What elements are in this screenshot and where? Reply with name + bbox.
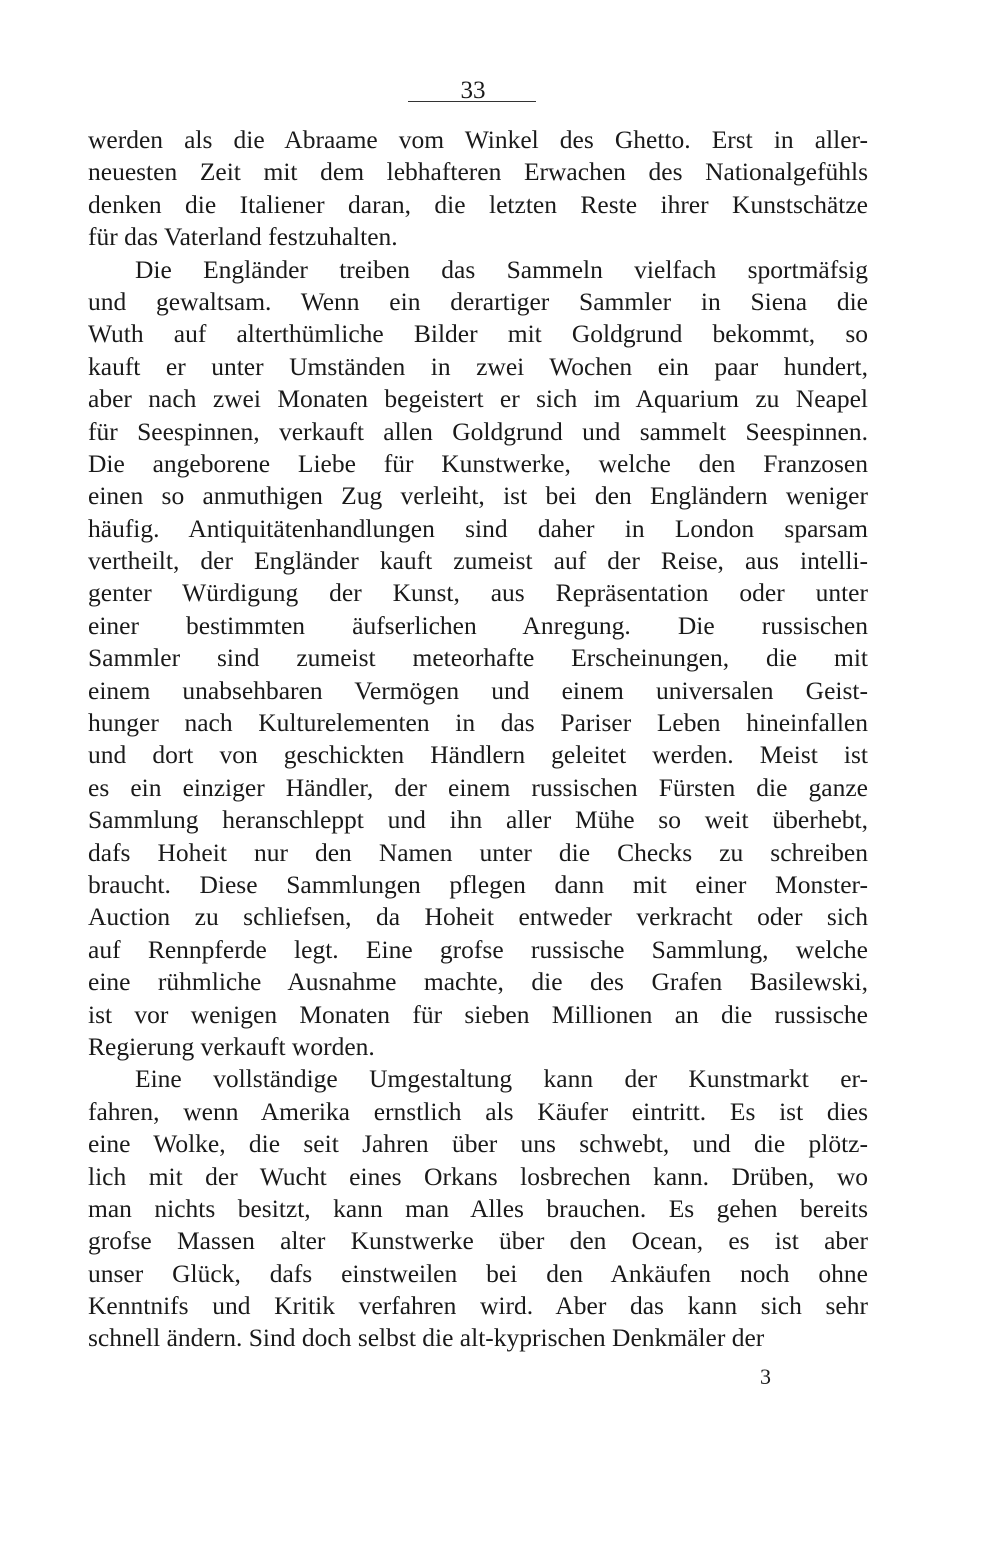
text-line: einen so anmuthigen Zug verleiht, ist bei den Engländern weniger — [88, 481, 868, 511]
text-line: unser Glück, dafs einstweilen bei den Ankäufen noch ohne — [88, 1258, 868, 1288]
paragraph — [88, 124, 868, 254]
body-text — [88, 124, 868, 1355]
text-line: einem unabsehbaren Vermögen und einem universalen Geist- — [88, 675, 868, 705]
text-line: und dort von geschickten Händlern geleitet werden. Meist ist — [88, 740, 868, 770]
paragraph — [88, 1063, 868, 1355]
text-line: lich mit der Wucht eines Orkans losbrechen kann. Drüben, wo — [88, 1161, 868, 1191]
paragraph — [88, 254, 868, 1064]
text-line: einer bestimmten äufserlichen Anregung. Die russischen — [88, 610, 868, 640]
text-line: Eine vollständige Umgestaltung kann der Kunstmarkt er- — [135, 1064, 868, 1094]
text-line: grofse Massen alter Kunstwerke über den Ocean, es ist aber — [88, 1226, 868, 1256]
text-line: für Seespinnen, verkauft allen Goldgrund und sammelt Seespinnen. — [88, 416, 868, 446]
text-line: ist vor wenigen Monaten für sieben Millionen an die russische — [88, 999, 868, 1029]
text-line: es ein einziger Händler, der einem russischen Fürsten die ganze — [88, 772, 868, 802]
text-line: Sammler sind zumeist meteorhafte Erscheinungen, die mit — [88, 643, 868, 673]
signature-mark: 3 — [760, 1364, 771, 1389]
text-line: man nichts besitzt, kann man Alles brauchen. Es gehen bereits — [88, 1193, 868, 1223]
text-line: und gewaltsam. Wenn ein derartiger Sammler in Siena die — [88, 286, 868, 316]
text-line: genter Würdigung der Kunst, aus Repräsentation oder unter — [88, 578, 868, 608]
page-number: 33 — [460, 77, 486, 104]
text-line: neuesten Zeit mit dem lebhafteren Erwachen des Nationalgefühls — [88, 157, 868, 187]
text-line: vertheilt, der Engländer kauft zumeist auf der Reise, aus intelli- — [88, 546, 868, 576]
page-number-rule — [408, 101, 536, 102]
text-line: für das Vaterland festzuhalten. — [88, 222, 398, 252]
text-line: hunger nach Kulturelementen in das Pariser Leben hineinfallen — [88, 708, 868, 738]
text-line: aber nach zwei Monaten begeistert er sich im Aquarium zu Neapel — [88, 384, 868, 414]
text-line: Die angeborene Liebe für Kunstwerke, welche den Franzosen — [88, 448, 868, 478]
text-line: Wuth auf alterthümliche Bilder mit Goldgrund bekommt, so — [88, 319, 868, 349]
text-line: Die Engländer treiben das Sammeln vielfach sportmäfsig — [135, 254, 868, 284]
text-line: Auction zu schliefsen, da Hoheit entweder verkracht oder sich — [88, 902, 868, 932]
text-line: schnell ändern. Sind doch selbst die alt-kyprischen Denkmäler der — [88, 1323, 765, 1353]
text-line: eine Wolke, die seit Jahren über uns schwebt, und die plötz- — [88, 1129, 868, 1159]
text-line: Sammlung heranschleppt und ihn aller Mühe so weit überhebt, — [88, 805, 868, 835]
text-line: Regierung verkauft worden. — [88, 1031, 375, 1061]
text-line: fahren, wenn Amerika ernstlich als Käufer eintritt. Es ist dies — [88, 1096, 868, 1126]
text-line: kauft er unter Umständen in zwei Wochen ein paar hundert, — [88, 351, 868, 381]
text-line: denken die Italiener daran, die letzten Reste ihrer Kunstschätze — [88, 189, 868, 219]
text-line: werden als die Abraame vom Winkel des Ghetto. Erst in aller- — [88, 125, 868, 154]
text-line: dafs Hoheit nur den Namen unter die Checks zu schreiben — [88, 837, 868, 867]
text-line: häufig. Antiquitätenhandlungen sind daher in London sparsam — [88, 513, 868, 543]
text-line: eine rühmliche Ausnahme machte, die des Grafen Basilewski, — [88, 967, 868, 997]
text-line: Kenntnifs und Kritik verfahren wird. Aber das kann sich sehr — [88, 1291, 868, 1321]
text-line: auf Rennpferde legt. Eine grofse russische Sammlung, welche — [88, 934, 868, 964]
text-line: braucht. Diese Sammlungen pflegen dann mit einer Monster- — [88, 869, 868, 899]
